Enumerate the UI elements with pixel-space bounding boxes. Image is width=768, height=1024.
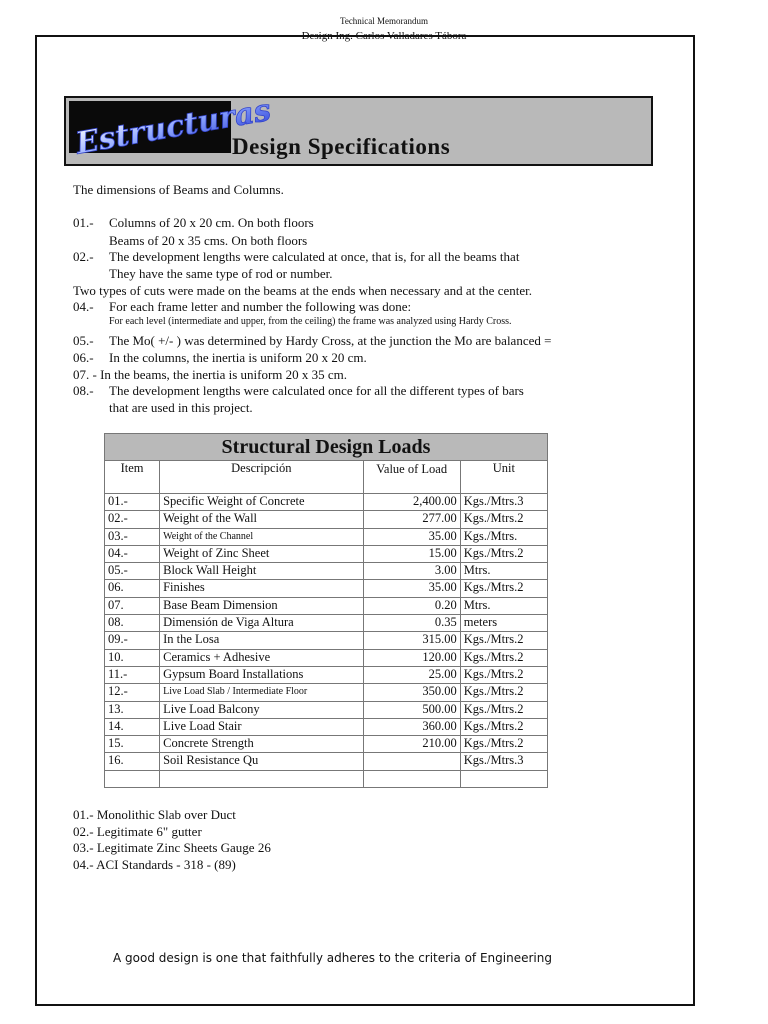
loads-table-title: Structural Design Loads xyxy=(105,434,548,461)
row-unit: Kgs./Mtrs.3 xyxy=(460,753,547,770)
row-value: 25.00 xyxy=(363,666,460,683)
spec-item-text: They have the same type of rod or number. xyxy=(109,266,333,281)
intro-text: The dimensions of Beams and Columns. xyxy=(73,182,284,197)
table-row xyxy=(105,753,548,770)
spec-item-text: Beams of 20 x 35 cms. On both floors xyxy=(109,233,308,248)
spec-item-text: In the columns, the inertia is uniform 20 x 20 cm. xyxy=(109,350,367,365)
row-unit: Mtrs. xyxy=(460,563,547,580)
spec-item-text: The Mo( +/- ) was determined by Hardy Cross, at the junction the Mo are balanced = xyxy=(109,333,552,348)
table-row xyxy=(105,718,548,735)
row-description: Live Load Balcony xyxy=(160,701,363,718)
spec-item xyxy=(73,299,411,315)
table-row xyxy=(105,736,548,753)
col-header-value: Value of Load xyxy=(363,461,460,494)
row-value: 0.20 xyxy=(363,597,460,614)
row-description: Base Beam Dimension xyxy=(160,597,363,614)
note-item: 03.- Legitimate Zinc Sheets Gauge 26 xyxy=(73,840,271,855)
banner-title: Design Specifications xyxy=(232,134,451,159)
row-item: 06. xyxy=(105,580,160,597)
estructuras-logo xyxy=(69,92,274,162)
row-value: 360.00 xyxy=(363,718,460,735)
row-value: 0.35 xyxy=(363,615,460,632)
row-unit: Kgs./Mtrs.2 xyxy=(460,736,547,753)
spec-item-number: 06.- xyxy=(73,350,94,365)
row-item: 10. xyxy=(105,649,160,666)
spec-item-number: 02.- xyxy=(73,249,94,264)
row-description: Dimensión de Viga Altura xyxy=(160,615,363,632)
spec-item-text: For each frame letter and number the following was done: xyxy=(109,299,412,314)
estructuras-logo-art xyxy=(69,92,274,162)
row-unit: Kgs./Mtrs.2 xyxy=(460,649,547,666)
svg-text:Estructuras: Estructuras xyxy=(73,92,274,162)
spec-item-text: that are used in this project. xyxy=(109,400,253,415)
table-row xyxy=(105,494,548,511)
spec-item-text: The development lengths were calculated at once, that is, for all the beams that xyxy=(109,249,520,264)
spec-item-text: For each level (intermediate and upper, from the ceiling) the frame was analyzed using Hardy Cross. xyxy=(109,316,512,327)
row-item: 08. xyxy=(105,615,160,632)
spec-item-text: Columns of 20 x 20 cm. On both floors xyxy=(109,215,314,230)
row-value: 120.00 xyxy=(363,649,460,666)
row-unit: Kgs./Mtrs.2 xyxy=(460,511,547,528)
row-value: 315.00 xyxy=(363,632,460,649)
row-item: 09.- xyxy=(105,632,160,649)
spec-item xyxy=(73,367,347,383)
col-header-unit: Unit xyxy=(460,461,547,494)
row-description: Ceramics + Adhesive xyxy=(160,649,363,666)
row-unit: Kgs./Mtrs.2 xyxy=(460,545,547,562)
row-item: 16. xyxy=(105,753,160,770)
row-description: Finishes xyxy=(160,580,363,597)
loads-table-body xyxy=(105,494,548,788)
spec-item-text: Two types of cuts were made on the beams at the ends when necessary and at the center. xyxy=(73,283,532,298)
row-value xyxy=(363,770,460,787)
spec-item xyxy=(73,350,367,366)
spec-item-number: 04.- xyxy=(73,299,94,314)
row-description: Weight of Zinc Sheet xyxy=(160,545,363,562)
spec-item xyxy=(73,249,519,265)
row-description: Soil Resistance Qu xyxy=(160,753,363,770)
row-description: Block Wall Height xyxy=(160,563,363,580)
table-row xyxy=(105,597,548,614)
spec-item-number: 05.- xyxy=(73,333,94,348)
row-unit: Kgs./Mtrs.2 xyxy=(460,632,547,649)
row-item: 15. xyxy=(105,736,160,753)
note-item: 04.- ACI Standards - 318 - (89) xyxy=(73,856,236,872)
spec-item xyxy=(109,400,253,416)
row-description: Weight of the Channel xyxy=(160,528,363,545)
row-item: 01.- xyxy=(105,494,160,511)
table-row xyxy=(105,632,548,649)
row-value: 500.00 xyxy=(363,701,460,718)
row-value: 35.00 xyxy=(363,528,460,545)
row-item: 03.- xyxy=(105,528,160,545)
row-description: Live Load Slab / Intermediate Floor xyxy=(160,684,363,701)
table-row xyxy=(105,649,548,666)
row-description: Live Load Stair xyxy=(160,718,363,735)
table-row xyxy=(105,528,548,545)
row-unit: Kgs./Mtrs.2 xyxy=(460,580,547,597)
header-line-1: Technical Memorandum xyxy=(339,16,429,26)
row-unit: Kgs./Mtrs.3 xyxy=(460,494,547,511)
table-row xyxy=(105,684,548,701)
spec-item xyxy=(73,333,551,349)
note-item: 01.- Monolithic Slab over Duct xyxy=(73,807,236,822)
spec-item xyxy=(109,233,307,249)
row-description: Gypsum Board Installations xyxy=(160,666,363,683)
row-description xyxy=(160,770,363,787)
spec-item xyxy=(73,215,314,231)
row-unit: Mtrs. xyxy=(460,597,547,614)
row-item: 12.- xyxy=(105,684,160,701)
row-value: 210.00 xyxy=(363,736,460,753)
row-value xyxy=(363,753,460,770)
row-unit xyxy=(460,770,547,787)
spec-item-number: 01.- xyxy=(73,215,94,230)
note-item: 02.- Legitimate 6" gutter xyxy=(73,823,202,839)
row-unit: Kgs./Mtrs.2 xyxy=(460,718,547,735)
row-item: 11.- xyxy=(105,666,160,683)
row-value: 3.00 xyxy=(363,563,460,580)
spec-item-number: 08.- xyxy=(73,383,94,398)
row-unit: Kgs./Mtrs.2 xyxy=(460,666,547,683)
table-row xyxy=(105,770,548,787)
row-value: 15.00 xyxy=(363,545,460,562)
spec-item xyxy=(109,266,332,282)
row-value: 277.00 xyxy=(363,511,460,528)
row-item: 02.- xyxy=(105,511,160,528)
row-unit: meters xyxy=(460,615,547,632)
design-spec-banner xyxy=(64,92,653,166)
col-header-description: Descripción xyxy=(160,461,363,494)
table-row xyxy=(105,666,548,683)
table-row xyxy=(105,615,548,632)
row-description: In the Losa xyxy=(160,632,363,649)
row-value: 2,400.00 xyxy=(363,494,460,511)
table-row xyxy=(105,511,548,528)
row-item: 14. xyxy=(105,718,160,735)
col-header-item: Item xyxy=(105,461,160,494)
row-unit: Kgs./Mtrs. xyxy=(460,528,547,545)
row-item: 04.- xyxy=(105,545,160,562)
spec-item-text: 07. - In the beams, the inertia is uniform 20 x 35 cm. xyxy=(73,367,348,382)
row-unit: Kgs./Mtrs.2 xyxy=(460,684,547,701)
row-item: 13. xyxy=(105,701,160,718)
footer-quote: A good design is one that faithfully adheres to the criteria of Engineering xyxy=(113,951,552,965)
spec-item xyxy=(73,283,532,299)
row-description: Weight of the Wall xyxy=(160,511,363,528)
table-row xyxy=(105,701,548,718)
row-item: 07. xyxy=(105,597,160,614)
row-unit: Kgs./Mtrs.2 xyxy=(460,701,547,718)
row-value: 35.00 xyxy=(363,580,460,597)
row-description: Specific Weight of Concrete xyxy=(160,494,363,511)
spec-item-text: The development lengths were calculated once for all the different types of bars xyxy=(109,383,524,398)
loads-table xyxy=(104,433,548,788)
table-row xyxy=(105,563,548,580)
row-item: 05.- xyxy=(105,563,160,580)
row-description: Concrete Strength xyxy=(160,736,363,753)
row-value: 350.00 xyxy=(363,684,460,701)
spec-item xyxy=(109,316,512,327)
header-line-2: Design Ing. Carlos Valladares Tábora xyxy=(301,30,467,42)
table-row xyxy=(105,545,548,562)
spec-item xyxy=(73,383,524,399)
table-row xyxy=(105,580,548,597)
row-item xyxy=(105,770,160,787)
